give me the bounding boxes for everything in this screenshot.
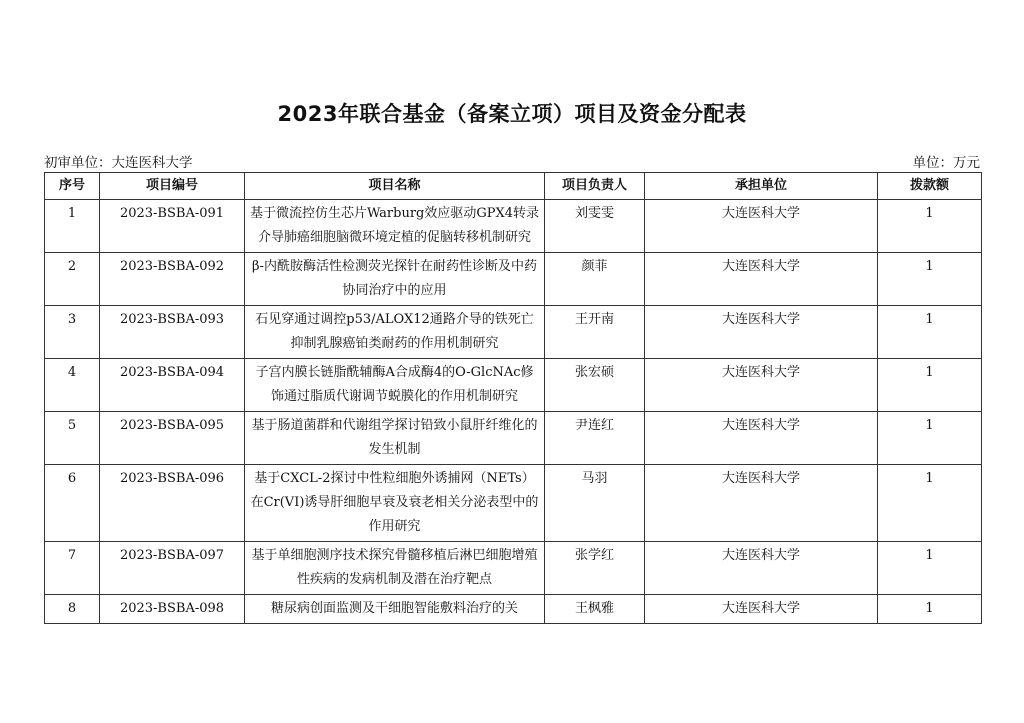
table-row <box>45 465 982 542</box>
header-no: 序号 <box>45 173 100 200</box>
unit-label: 单位：万元 <box>912 155 980 171</box>
header-amount: 拨款额 <box>878 173 982 200</box>
cell-no: 7 <box>45 542 100 595</box>
cell-code: 2023-BSBA-094 <box>100 359 245 412</box>
cell-no: 5 <box>45 412 100 465</box>
table-row <box>45 306 982 359</box>
cell-name: 基于单细胞测序技术探究骨髓移植后淋巴细胞增殖性疾病的发病机制及潜在治疗靶点 <box>245 542 545 595</box>
cell-code: 2023-BSBA-091 <box>100 200 245 253</box>
cell-no: 3 <box>45 306 100 359</box>
cell-name: 子宫内膜长链脂酰辅酶A合成酶4的O-GlcNAc修饰通过脂质代谢调节蜕膜化的作用机制研究 <box>245 359 545 412</box>
table-row <box>45 412 982 465</box>
table-row <box>45 359 982 412</box>
cell-code: 2023-BSBA-098 <box>100 595 245 624</box>
table-row <box>45 595 982 624</box>
cell-no: 8 <box>45 595 100 624</box>
header-leader: 项目负责人 <box>545 173 645 200</box>
cell-leader: 颜菲 <box>545 253 645 306</box>
cell-leader: 张宏硕 <box>545 359 645 412</box>
cell-name: β-内酰胺酶活性检测荧光探针在耐药性诊断及中药协同治疗中的应用 <box>245 253 545 306</box>
cell-unit: 大连医科大学 <box>645 359 878 412</box>
cell-amount: 1 <box>878 200 982 253</box>
cell-no: 2 <box>45 253 100 306</box>
cell-amount: 1 <box>878 465 982 542</box>
header-unit: 承担单位 <box>645 173 878 200</box>
page-title: 2023年联合基金（备案立项）项目及资金分配表 <box>277 102 747 126</box>
table-row <box>45 542 982 595</box>
cell-no: 1 <box>45 200 100 253</box>
cell-leader: 王开南 <box>545 306 645 359</box>
cell-code: 2023-BSBA-097 <box>100 542 245 595</box>
cell-amount: 1 <box>878 253 982 306</box>
cell-unit: 大连医科大学 <box>645 253 878 306</box>
cell-no: 6 <box>45 465 100 542</box>
cell-code: 2023-BSBA-093 <box>100 306 245 359</box>
cell-name: 基于肠道菌群和代谢组学探讨铅致小鼠肝纤维化的发生机制 <box>245 412 545 465</box>
cell-name: 石见穿通过调控p53/ALOX12通路介导的铁死亡抑制乳腺癌铂类耐药的作用机制研究 <box>245 306 545 359</box>
cell-unit: 大连医科大学 <box>645 200 878 253</box>
cell-leader: 马羽 <box>545 465 645 542</box>
table-row <box>45 200 982 253</box>
header-code: 项目编号 <box>100 173 245 200</box>
cell-code: 2023-BSBA-095 <box>100 412 245 465</box>
table-row <box>45 253 982 306</box>
cell-name: 基于微流控仿生芯片Warburg效应驱动GPX4转录介导肺癌细胞脑微环境定植的促脑转移机制研究 <box>245 200 545 253</box>
cell-leader: 尹连红 <box>545 412 645 465</box>
cell-amount: 1 <box>878 359 982 412</box>
cell-unit: 大连医科大学 <box>645 306 878 359</box>
cell-unit: 大连医科大学 <box>645 412 878 465</box>
cell-amount: 1 <box>878 306 982 359</box>
table-header-row <box>45 173 982 200</box>
cell-leader: 王枫雅 <box>545 595 645 624</box>
cell-no: 4 <box>45 359 100 412</box>
cell-amount: 1 <box>878 542 982 595</box>
cell-name: 糖尿病创面监测及干细胞智能敷料治疗的关 <box>245 595 545 624</box>
header-name: 项目名称 <box>245 173 545 200</box>
cell-amount: 1 <box>878 595 982 624</box>
review-unit: 初审单位：大连医科大学 <box>44 155 193 171</box>
cell-amount: 1 <box>878 412 982 465</box>
cell-leader: 张学红 <box>545 542 645 595</box>
allocation-table <box>44 172 982 624</box>
cell-code: 2023-BSBA-092 <box>100 253 245 306</box>
cell-unit: 大连医科大学 <box>645 595 878 624</box>
cell-unit: 大连医科大学 <box>645 465 878 542</box>
cell-leader: 刘雯雯 <box>545 200 645 253</box>
cell-code: 2023-BSBA-096 <box>100 465 245 542</box>
cell-name: 基于CXCL-2探讨中性粒细胞外诱捕网（NETs）在Cr(VI)诱导肝细胞早衰及衰老相关分泌表型中的作用研究 <box>245 465 545 542</box>
cell-unit: 大连医科大学 <box>645 542 878 595</box>
